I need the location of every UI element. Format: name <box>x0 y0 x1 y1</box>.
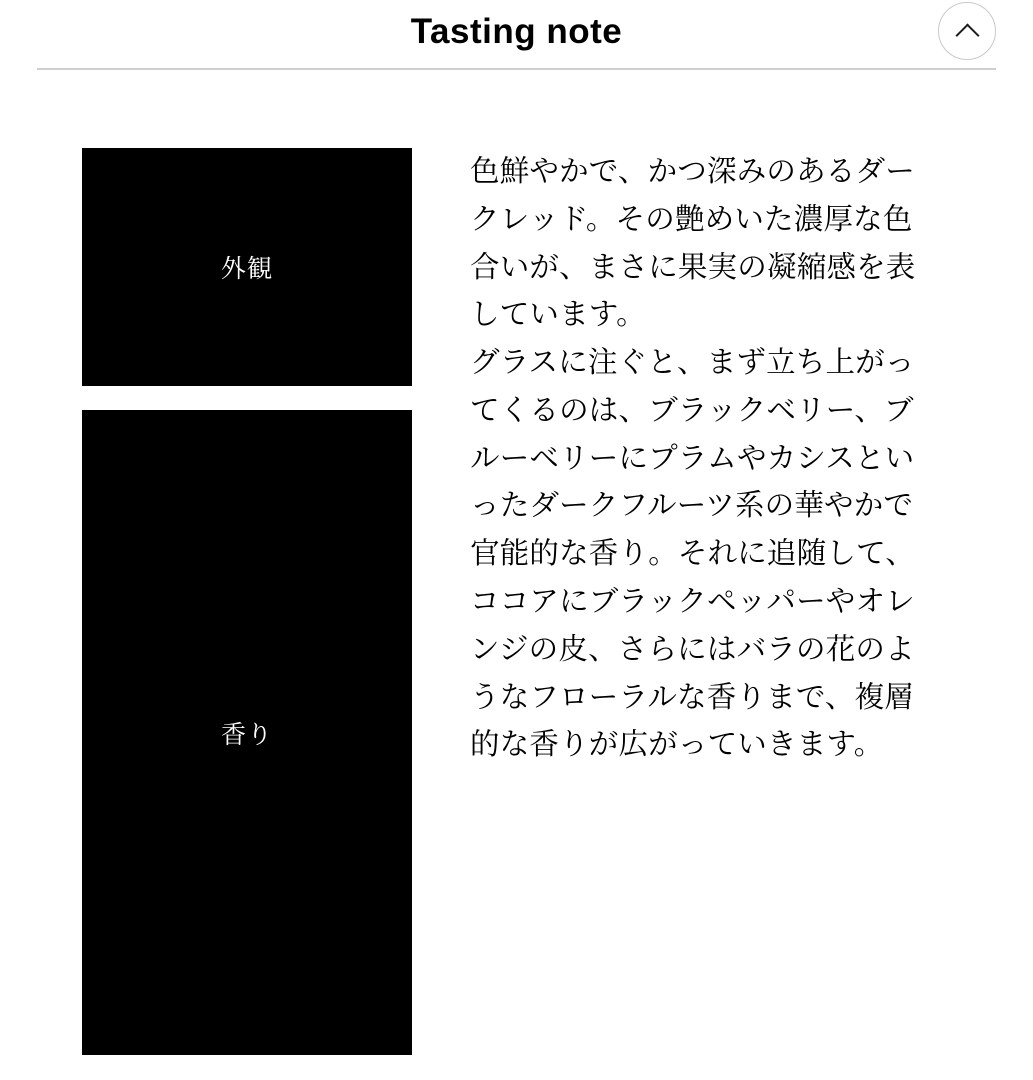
media-appearance[interactable] <box>82 148 412 386</box>
media-aroma[interactable] <box>82 410 412 1055</box>
tasting-note-content <box>0 70 1033 1055</box>
chevron-up-icon <box>957 21 978 42</box>
collapse-section-button[interactable] <box>938 2 996 60</box>
tasting-note-text <box>412 148 1033 1055</box>
tasting-paragraph-aroma: グラスに注ぐと、まず立ち上がってくるのは、ブラックベリー、ブルーベリーにプラムやカシスといったダークフルーツ系の華やかで官能的な香り。それに追随して、ココアにブラックペッパーやオレンジの皮、さらにはバラの花のようなフローラルな香りまで、複層的な香りが広がっていきます。 <box>470 346 915 762</box>
media-column <box>0 148 412 1055</box>
tasting-note-header <box>0 0 1033 68</box>
tasting-paragraph-appearance: 色鮮やかで、かつ深みのあるダークレッド。その艶めいた濃厚な色合いが、まさに果実の凝縮感を表しています。 <box>470 155 916 332</box>
page-title: Tasting note <box>410 11 623 51</box>
media-aroma-label: 香り <box>220 720 273 749</box>
media-appearance-label: 外観 <box>220 255 273 283</box>
